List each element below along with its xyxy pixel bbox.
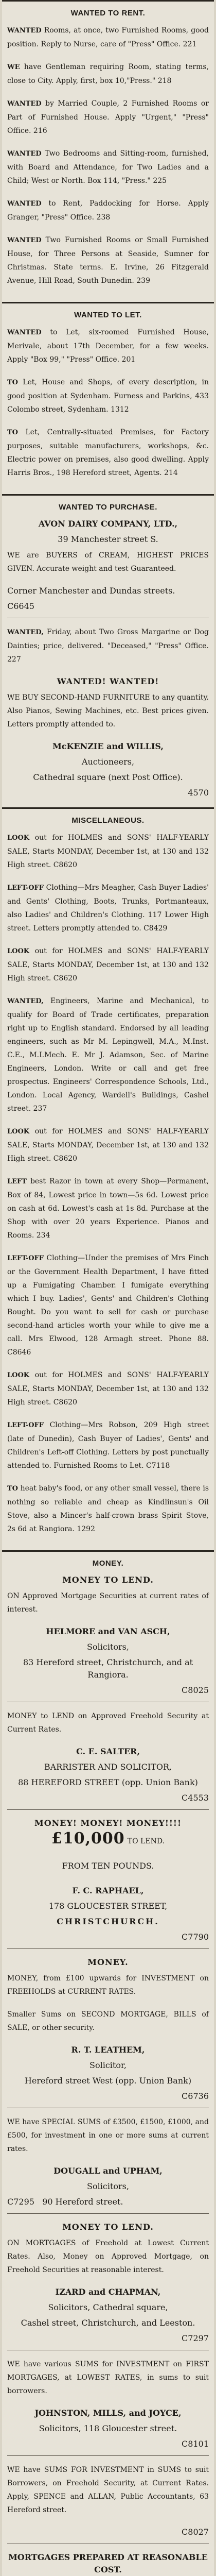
ad-code: C7297: [182, 2333, 209, 2343]
section-wanted-to-rent: [2, 0, 214, 302]
company-name: AVON DAIRY COMPANY, LTD.,: [38, 519, 178, 529]
auctioneer-name: McKENZIE and WILLIS,: [52, 741, 164, 751]
rent-ads: [7, 24, 209, 287]
classified-page: [2, 0, 214, 2576]
section-heading: WANTED TO LET.: [74, 311, 142, 319]
classified-ad: TO heat baby's food, or any other small vessel, there is nothing so reliable and cheap as Kindlinsun's Oil Stove, also a Mincer's half-crown brass Spirit Stove, 2s 6d at Rangiora. 1292: [7, 1484, 209, 1533]
firm-sub: Solicitors, Cathedral square,: [48, 2302, 168, 2312]
classified-ad: LOOK out for HOLMES and SONS' HALF-YEARLY SALE, Starts MONDAY, December 1st, at 130 and 132 High street. C8620: [7, 1127, 209, 1163]
divider: [7, 1809, 209, 1810]
classified-ad: WANTED Rooms, at once, two Furnished Rooms, good position. Reply to Nurse, care of "Press" Office. 221: [7, 26, 209, 48]
money-to-lend-title: MONEY TO LEND.: [62, 1575, 154, 1585]
firm-address: 178 GLOUCESTER STREET,: [48, 1901, 168, 1911]
spacer: [7, 1851, 209, 1860]
classified-ad: WANTED, Friday, about Two Gross Margarine or Dog Dainties; price, delivered. "Deceased," "Press" Office. 227: [7, 628, 209, 664]
classified-ad: MONEY, from £100 upwards for INVESTMENT on FREEHOLDS at CURRENT RATES.: [7, 1974, 209, 1996]
firm-address: 88 HEREFORD STREET (opp. Union Bank): [18, 1777, 198, 1787]
section-wanted-to-let: [2, 302, 214, 494]
money-banner: MONEY! MONEY! MONEY!!!!: [34, 1818, 182, 1828]
firm-address-line: C7295 90 Hereford street.: [7, 2197, 123, 2207]
classified-ad: WE BUY SECOND-HAND FURNITURE to any quantity. Also Pianos, Sewing Machines, etc. Best prices given. Letters promptly attended to.: [7, 693, 209, 728]
from-ten: FROM TEN POUNDS.: [62, 1861, 154, 1871]
classified-ad: ON Approved Mortgage Securities at current rates of interest.: [7, 1592, 209, 1614]
firm-sub: Solicitors,: [87, 1642, 129, 1652]
company-address: 39 Manchester street S.: [58, 534, 158, 544]
money-title: MONEY.: [87, 1957, 129, 1967]
amount-line: £10,000 TO LEND.: [51, 1829, 165, 1848]
firm-sub: Solicitors,: [87, 2181, 129, 2191]
firm-name: HELMORE and VAN ASCH,: [46, 1626, 170, 1636]
classified-ad: WANTED Two Bedrooms and Sitting-room, furnished, with Board and Attendance, for Two Ladies and a Child; West or North. Box 114, "Press." 225: [7, 149, 209, 185]
classified-ad: LEFT-OFF Clothing—Mrs Robson, 209 High street (late of Dunedin), Cash Buyer of Ladies', Gents' and Children's Left-off Clothing. Letters by post punctually attended to. Furnished Rooms to Let. C7118: [7, 1421, 209, 1470]
classified-ad: LEFT best Razor in town at every Shop—Permanent, Box of 84, Lowest price in town—5s 6d. Lowest price on cash at 6d. Lowest's cash at 1s 8d. Purchase at the Shop with over 20 years Experience. Pianos and Rooms. 234: [7, 1177, 209, 1240]
classified-ad: WANTED to Let, six-roomed Furnished House, Merivale, about 17th December, for a few weeks. Apply "Box 99," "Press" Office. 201: [7, 328, 209, 364]
firm-name: JOHNSTON, MILLS, and JOYCE,: [34, 2408, 182, 2418]
section-miscellaneous: [2, 807, 214, 1550]
prepared-title: MORTGAGES PREPARED AT REASONABLE COST.: [8, 2552, 208, 2574]
firm-address: 83 Hereford street, Christchurch, and at Rangiora.: [23, 1657, 193, 1680]
firm-city: CHRISTCHURCH.: [57, 1917, 159, 1926]
section-money: [2, 1550, 214, 2576]
classified-ad: WANTED Two Furnished Rooms or Small Furnished House, for Three Persons at Seaside, Sumner for Christmas. State terms. E. Irvine, 26 Fitzgerald Avenue, Hill Road, South Dunedin. 239: [7, 236, 209, 285]
classified-ad: ON MORTGAGES of Freehold at Lowest Current Rates. Also, Money on Approved Mortgage, on Freehold Securities at reasonable interest.: [7, 2239, 209, 2274]
firm-address: Hereford street West (opp. Union Bank): [24, 2076, 192, 2086]
money-to-lend-title: MONEY TO LEND.: [62, 2222, 154, 2232]
firm-name: R. T. LEATHEM,: [71, 2045, 145, 2055]
divider: [7, 2455, 209, 2456]
firm-name: IZARD and CHAPMAN,: [55, 2287, 161, 2297]
ad-code: C7790: [182, 1932, 209, 1942]
classified-ad: MONEY to LEND on Approved Freehold Security at Current Rates.: [7, 1712, 209, 1734]
section-wanted-to-purchase: [2, 494, 214, 807]
classified-ad: WE are BUYERS of CREAM, HIGHEST PRICES GIVEN. Accurate weight and test Guaranteed.: [7, 551, 209, 573]
classified-ad: LOOK out for HOLMES and SONS' HALF-YEARLY SALE, Starts MONDAY, December 1st, at 130 and 132 High street. C8620: [7, 1371, 209, 1406]
wanted-title: WANTED! WANTED!: [57, 676, 159, 686]
section-heading: MONEY.: [92, 1559, 124, 1568]
firm-address: Cashel street, Christchurch, and Leeston.: [21, 2318, 195, 2328]
section-heading: MISCELLANEOUS.: [71, 816, 145, 825]
classified-ad: LEFT-OFF Clothing—Mrs Meagher, Cash Buyer Ladies' and Gents' Clothing, Boots, Trunks, Portmanteaux, also Ladies' and Children's Clothing. 117 Lower High street. Letters promptly attended to. C8429: [7, 884, 209, 933]
classified-ad: TO Let, House and Shops, of every description, in good position at Sydenham. Furness and Parkins, 433 Colombo street, Sydenham. 1312: [7, 378, 209, 414]
ad-code: C8027: [182, 2527, 209, 2537]
ad-code: 4570: [188, 788, 209, 798]
ad-code: C8025: [182, 1685, 209, 1695]
firm-sub: Solicitors, 118 Gloucester street.: [39, 2424, 177, 2433]
classified-ad: WE have SPECIAL SUMS of £3500, £1500, £1000, and £500, for investment in one or more sums at current rates.: [7, 2118, 209, 2153]
firm-sub: BARRISTER AND SOLICITOR,: [44, 1762, 172, 1772]
ad-code: C8101: [182, 2439, 209, 2449]
auctioneer-address: Cathedral square (next Post Office).: [33, 772, 183, 782]
firm-sub: Solicitor,: [89, 2060, 127, 2070]
divider: [7, 1948, 209, 1949]
classified-ad: WANTED, Engineers, Marine and Mechanical, to qualify for Board of Trade certificates, preparation right up to English standard. Endorsed by all leading engineers, such as Mr M. Lepingwell, M.A., M.Inst. C.E., M.I.Mech. E. Mr J. Adamson, Sec. of Marine Engineers, London. Write or call and get free prospectus. Engineers' Correspondence Schools, Ltd., London. Local Agency, Wardell's Buildings, Cashel street. 237: [7, 997, 209, 1113]
classified-ad: TO Let, Centrally-situated Premises, for Factory purposes, suitable manufacturers, workshops, &c. Electric power on premises, also good dwelling. Apply Harris Bros., 198 Hereford street, Agents. 214: [7, 428, 209, 477]
classified-ad: WE have Gentleman requiring Room, stating terms, close to City. Apply, first, box 10,"Press." 218: [7, 63, 209, 85]
auctioneer-sub: Auctioneers,: [81, 757, 135, 767]
classified-ad: LOOK out for HOLMES and SONS' HALF-YEARLY SALE, Starts MONDAY, December 1st, at 130 and 132 High street. C8620: [7, 834, 209, 869]
section-heading: WANTED TO RENT.: [70, 9, 146, 18]
classified-ad: LEFT-OFF Clothing—Under the premises of Mrs Finch or the Government Health Department, I have fitted up a Fumigating Chamber. I fumigate everything which I buy. Ladies', Gents' and Children's Clothing Bought. Do you want to sell for cash or purchase second-hand articles worth your while to give me a call. Mrs Elwood, 128 Armagh street. Phone 88. C8646: [7, 1254, 209, 1357]
ad-code: C4553: [182, 1793, 209, 1803]
ad-code: C6736: [182, 2091, 209, 2101]
classified-ad: WANTED by Married Couple, 2 Furnished Rooms or Part of Furnished House. Apply "Urgent," "Press" Office. 216: [7, 99, 209, 135]
firm-name: DOUGALL and UPHAM,: [53, 2166, 163, 2176]
firm-name: C. E. SALTER,: [76, 1747, 140, 1756]
firm-name: F. C. RAPHAEL,: [72, 1886, 144, 1895]
classified-ad: WE have various SUMS for INVESTMENT on FIRST MORTGAGES, at LOWEST RATES, in sums to suit borrowers.: [7, 2360, 209, 2395]
divider: [7, 2213, 209, 2214]
ad-code: C6645: [7, 601, 34, 611]
classified-ad: Smaller Sums on SECOND MORTGAGE, BILLS of SALE, or other security.: [7, 2010, 209, 2032]
classified-ad: WE have SUMS FOR INVESTMENT in SUMS to suit Borrowers, on Freehold Security, at Current Rates. Apply, SPENCE and ALLAN, Public Accountants, 63 Hereford street.: [7, 2466, 209, 2514]
dairy-corner: Corner Manchester and Dundas streets.: [7, 586, 175, 596]
section-heading: WANTED TO PURCHASE.: [59, 503, 157, 512]
classified-ad: WANTED to Rent, Paddocking for Horse. Apply Granger, "Press" Office. 238: [7, 199, 209, 222]
classified-ad: LOOK out for HOLMES and SONS' HALF-YEARLY SALE, Starts MONDAY, December 1st, at 130 and 132 High street. C8620: [7, 947, 209, 982]
spacer: [7, 1875, 209, 1885]
